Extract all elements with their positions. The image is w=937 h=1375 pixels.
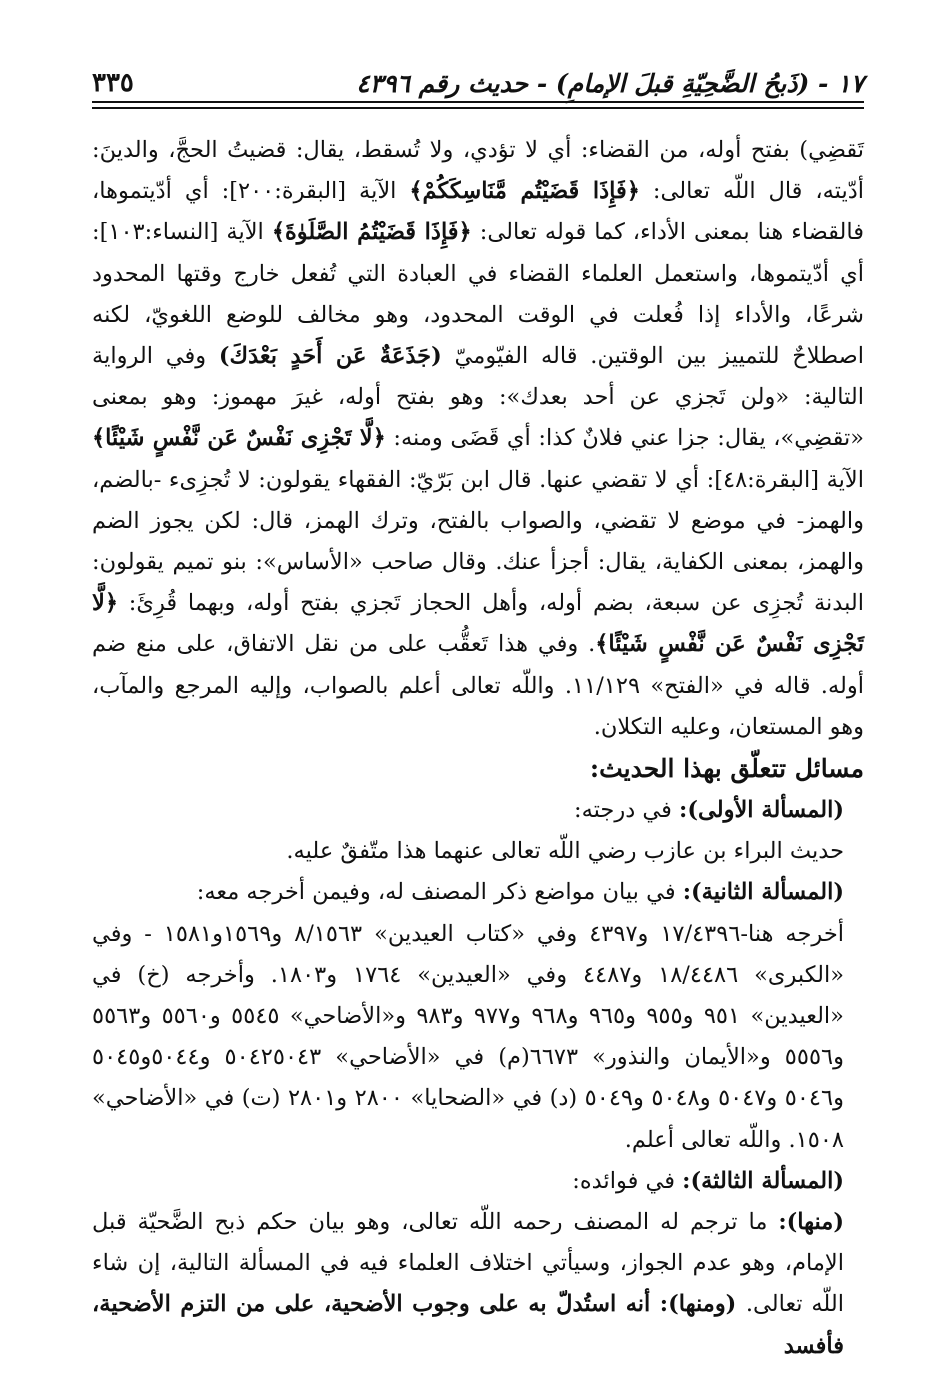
text-run: وفي الرواية التالية: «ولن تَجزي عن أحد بعدك»: وهو بفتح أوله، غيرَ مهموز: وهو بمعنى «تقضِي»، يقال: جزا عني فلانٌ كذا: أي قَضَى ومنه: bbox=[92, 343, 864, 452]
header-rule-top bbox=[92, 101, 864, 103]
issue-3-body bbox=[92, 1202, 864, 1367]
issue-title-text: في درجته: bbox=[574, 797, 680, 824]
quran-quote: ﴿فَإِذَا قَضَيْتُمُ الصَّلَوٰةَ﴾ bbox=[271, 219, 472, 246]
page-number: ٣٣٥ bbox=[92, 68, 134, 98]
text-run: تَقضِي) بفتح أوله، من القضاء: أي لا تؤدي، ولا تُسقط، يقال: قضيتُ الحجَّ، والدينَ: أدّيته، قال اللّه تعالى: bbox=[92, 137, 864, 205]
issue-1-body: حديث البراء بن عازب رضي اللّه تعالى عنهما هذا متّفقٌ عليه. bbox=[286, 838, 844, 865]
issue-2-body: أخرجه هنا-١٧/٤٣٩٦ و٤٣٩٧ وفي «كتاب العيدين» ٨/١٥٦٣ و١٥٦٩و١٥٨١ - وفي «الكبرى» ١٨/٤٤٨٦ و٤٤٨٧ وفي «العيدين» ١٧٦٤ و١٨٠٣. وأخرجه (خ) في «العيدين» ٩٥١ و٩٥٥ و٩٦٥ و٩٦٨ و٩٧٧ و٩٨٣ و«الأضاحي» ٥٥٤٥ و٥٥٦٠ و٥٥٦٣ و٥٥٥٦ و«الأيمان والنذور» ٦٦٧٣(م) في «الأضاحي» ٥٠٤٢٥٠٤٣ و٥٠٤٤و٥٠٤٥ و٥٠٤٦ و٥٠٤٧ و٥٠٤٨ و٥٠٤٩ (د) في «الضحايا» ٢٨٠٠ و٢٨٠١ (ت) في «الأضاحي» ١٥٠٨. واللّه تعالى أعلم. bbox=[92, 920, 844, 1153]
issue-label: (المسألة الثانية): bbox=[682, 879, 844, 906]
benefit-label: (منها): bbox=[778, 1209, 844, 1236]
text-run: الآية [النساء:١٠٣]: أي أدّيتموها، واستعمل العلماء القضاء في العبادة التي تُفعل خارج وقتها المحدود شرعًا، والأداء إذا فُعلت في الوقت المحدود، وهو مخالف للوضع اللغويّ، لكنه اصطلاحٌ للتمييز بين الوقتين. قاله الفيّوميّ bbox=[92, 219, 864, 370]
hadith-quote: (جَذَعَةٌ عَن أَحَدٍ بَعْدَكَ) bbox=[218, 343, 442, 370]
issue-1-title bbox=[92, 790, 864, 831]
commentary-paragraph bbox=[92, 130, 864, 748]
header-double-rule bbox=[92, 98, 864, 114]
quran-quote: ﴿لَّا تَجْزِى نَفْسٌ عَن نَّفْسٍ شَيْئًا﴾ bbox=[92, 590, 864, 658]
benefit-label: (ومنها): أنه استُدلّ به على وجوب الأضحية، على من التزم الأضحية، فأفسد bbox=[92, 1291, 844, 1359]
page-body bbox=[92, 130, 864, 1367]
text-run: الآية [البقرة:٢٠٠]: أي أدّيتموها، فالقضاء هنا بمعنى الأداء، كما قوله تعالى: bbox=[92, 178, 864, 246]
benefit-text: ما ترجم له المصنف رحمه اللّه تعالى، وهو بيان حكم ذبح الضَّحيّة قبل الإمام، وهو عدم الجواز، وسيأتي اختلاف العلماء فيه في المسألة التالية، إن شاء اللّه تعالى. bbox=[92, 1209, 844, 1318]
issue-label: (المسألة الأولى): bbox=[679, 797, 844, 824]
text-run: الآية [البقرة:٤٨]: أي لا تقضي عنها. قال ابن بَرّيّ: الفقهاء يقولون: لا تُجزِىء -بالضم، والهمز- في موضع لا تقضي، والصواب بالفتح، وترك الهمز، قال: لكن يجوز الضم والهمز، بمعنى الكفاية، يقال: أجزأ عنك. وقال صاحب «الأساس»: بنو تميم يقولون: البدنة تُجزِى عن سبعة، بضم أوله، وأهل الحجاز تَجزي بفتح أوله، وبهما قُرِئَ: bbox=[92, 466, 864, 617]
quran-quote: ﴿فَإِذَا قَضَيْتُم مَّنَاسِكَكُمْ﴾ bbox=[409, 178, 640, 205]
quran-quote: ﴿لَّا تَجْزِى نَفْسٌ عَن نَّفْسٍ شَيْئًا﴾ bbox=[92, 425, 386, 452]
issue-2-title bbox=[92, 872, 864, 913]
header-rule-bottom bbox=[92, 107, 864, 109]
running-title: ١٧ - (ذَبحُ الضَّحِيّةِ قبلَ الإمامِ) - حديث رقم ٤٣٩٦ bbox=[356, 69, 864, 98]
book-page bbox=[92, 58, 864, 1367]
issue-title-text: في بيان مواضع ذكر المصنف له، وفيمن أخرجه معه: bbox=[196, 879, 683, 906]
issue-3-title bbox=[92, 1161, 864, 1202]
running-header bbox=[92, 58, 864, 98]
section-heading: مسائل تتعلّق بهذا الحديث: bbox=[589, 754, 864, 784]
text-run: . وفي هذا تَعقُّب على من نقل الاتفاق، على منع ضم أوله. قاله في «الفتح» ١١/١٢٩. واللّه تعالى أعلم بالصواب، وإليه المرجع والمآب، وهو المستعان، وعليه التكلان. bbox=[92, 631, 864, 740]
issue-label: (المسألة الثالثة): bbox=[682, 1167, 844, 1194]
issue-title-text: في فوائده: bbox=[572, 1167, 683, 1194]
